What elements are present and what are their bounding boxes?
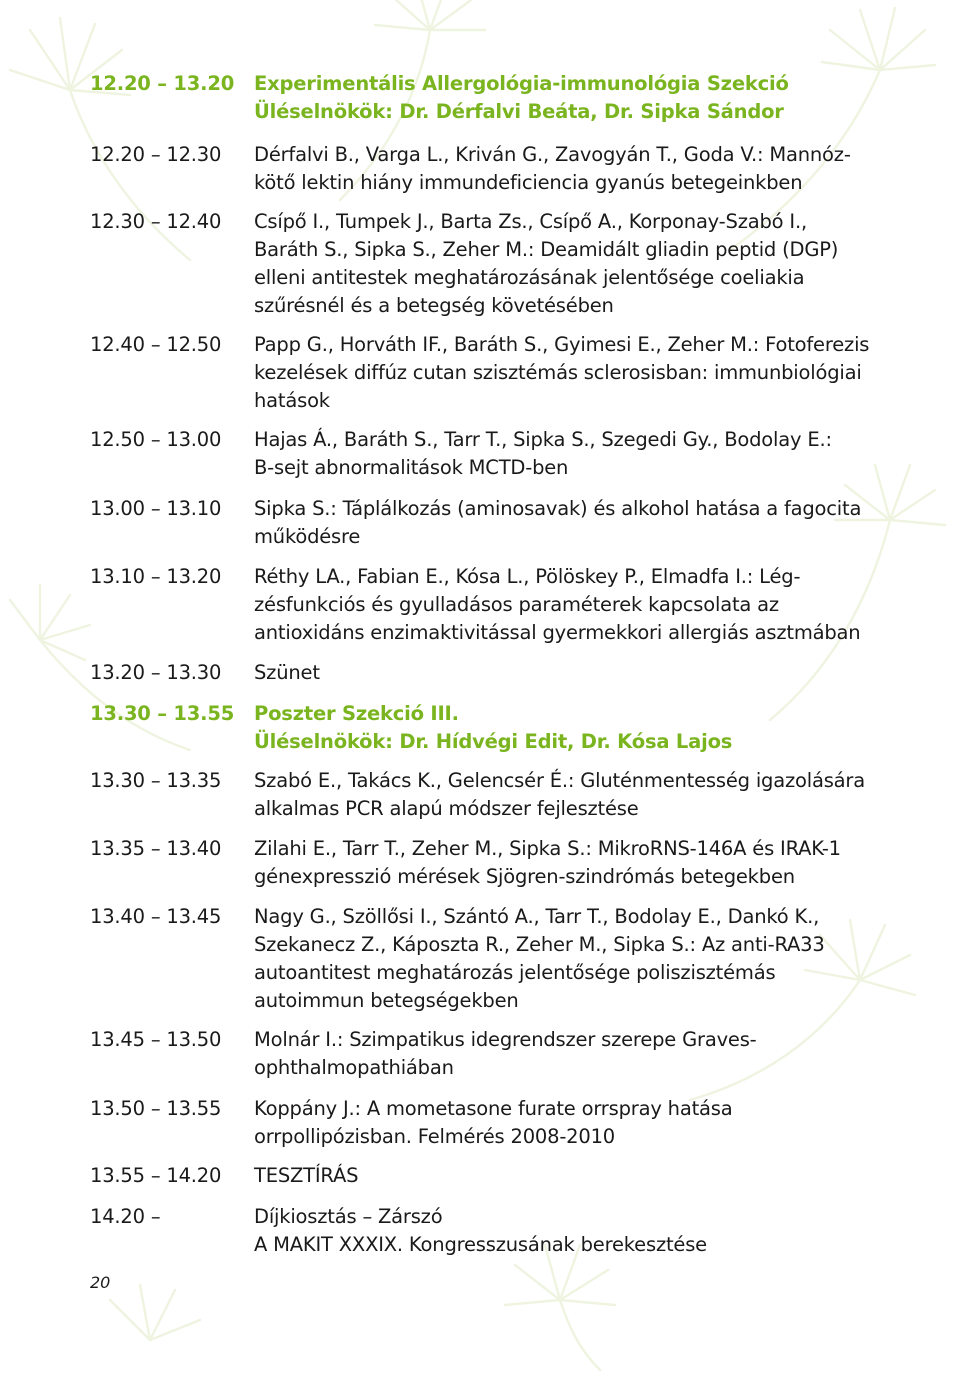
entry-text: Papp G., Horváth IF., Baráth S., Gyimesi E., Zeher M.: Fotoferezis kezelések diffúz cutan szisztémás sclerosisban: immunbiológiai hatások	[254, 333, 870, 412]
entry-text: Nagy G., Szöllősi I., Szántó A., Tarr T., Bodolay E., Dankó K., Szekanecz Z., Káposzta R., Zeher M., Sipka S.: Az anti-RA33 autoantitest meghatározás jelentősége poliszisztémás autoimmun betegségekben	[254, 905, 825, 1012]
entry-text: Díjkiosztás – Zárszó A MAKIT XXXIX. Kongresszusának berekesztése	[254, 1205, 707, 1256]
entry-text: Hajas Á., Baráth S., Tarr T., Sipka S., Szegedi Gy., Bodolay E.: B-sejt abnormalitások MCTD-ben	[254, 428, 832, 479]
entry-text: Szabó E., Takács K., Gelencsér É.: Gluténmentesség igazolására alkalmas PCR alapú módszer fejlesztése	[254, 769, 865, 820]
entry-time: 13.55 – 14.20	[90, 1164, 222, 1187]
entry-time: 12.40 – 12.50	[90, 333, 222, 356]
entry-time: 13.30 – 13.35	[90, 769, 222, 792]
entry-time: 14.20 –	[90, 1205, 161, 1228]
entry-time: 13.50 – 13.55	[90, 1097, 222, 1120]
entry-time: 13.35 – 13.40	[90, 837, 222, 860]
entry-time: 13.45 – 13.50	[90, 1028, 222, 1051]
entry-text: Zilahi E., Tarr T., Zeher M., Sipka S.: MikroRNS-146A és IRAK-1 génexpresszió mérések Sjögren-szindrómás betegekben	[254, 837, 841, 888]
entry-time: 13.00 – 13.10	[90, 497, 222, 520]
section-title: Poszter Szekció III. Üléselnökök: Dr. Hídvégi Edit, Dr. Kósa Lajos	[254, 702, 733, 753]
entry-text: Szünet	[254, 661, 320, 684]
section-time: 12.20 – 13.20	[90, 72, 235, 95]
entry-time: 13.10 – 13.20	[90, 565, 222, 588]
entry-time: 13.20 – 13.30	[90, 661, 222, 684]
entry-text: Réthy LA., Fabian E., Kósa L., Pölöskey P., Elmadfa I.: Lég- zésfunkciós és gyulladásos paraméterek kapcsolata az antioxidáns enzimaktivitással gyermekkori allergiás asztmában	[254, 565, 861, 644]
entry-text: Dérfalvi B., Varga L., Kriván G., Zavogyán T., Goda V.: Mannóz- kötő lektin hiány immundeficiencia gyanús betegeinkben	[254, 143, 851, 194]
page-number: 20	[90, 1273, 111, 1292]
section-time: 13.30 – 13.55	[90, 702, 235, 725]
entry-time: 12.30 – 12.40	[90, 210, 222, 233]
entry-time: 13.40 – 13.45	[90, 905, 222, 928]
entry-text: TESZTÍRÁS	[254, 1164, 359, 1187]
entry-text: Molnár I.: Szimpatikus idegrendszer szerepe Graves- ophthalmopathiában	[254, 1028, 757, 1079]
entry-text: Csípő I., Tumpek J., Barta Zs., Csípő A., Korponay-Szabó I., Baráth S., Sipka S., Zeher M.: Deamidált gliadin peptid (DGP) elleni antitestek meghatározásának jelentősége coeliakia szűrésnél és a betegség követésében	[254, 210, 839, 317]
section-title: Experimentális Allergológia-immunológia Szekció Üléselnökök: Dr. Dérfalvi Beáta, Dr. Sipka Sándor	[254, 72, 789, 123]
entry-text: Sipka S.: Táplálkozás (aminosavak) és alkohol hatása a fagocita működésre	[254, 497, 862, 548]
entry-time: 12.50 – 13.00	[90, 428, 222, 451]
entry-text: Koppány J.: A mometasone furate orrspray hatása orrpollipózisban. Felmérés 2008-2010	[254, 1097, 733, 1148]
entry-time: 12.20 – 12.30	[90, 143, 222, 166]
